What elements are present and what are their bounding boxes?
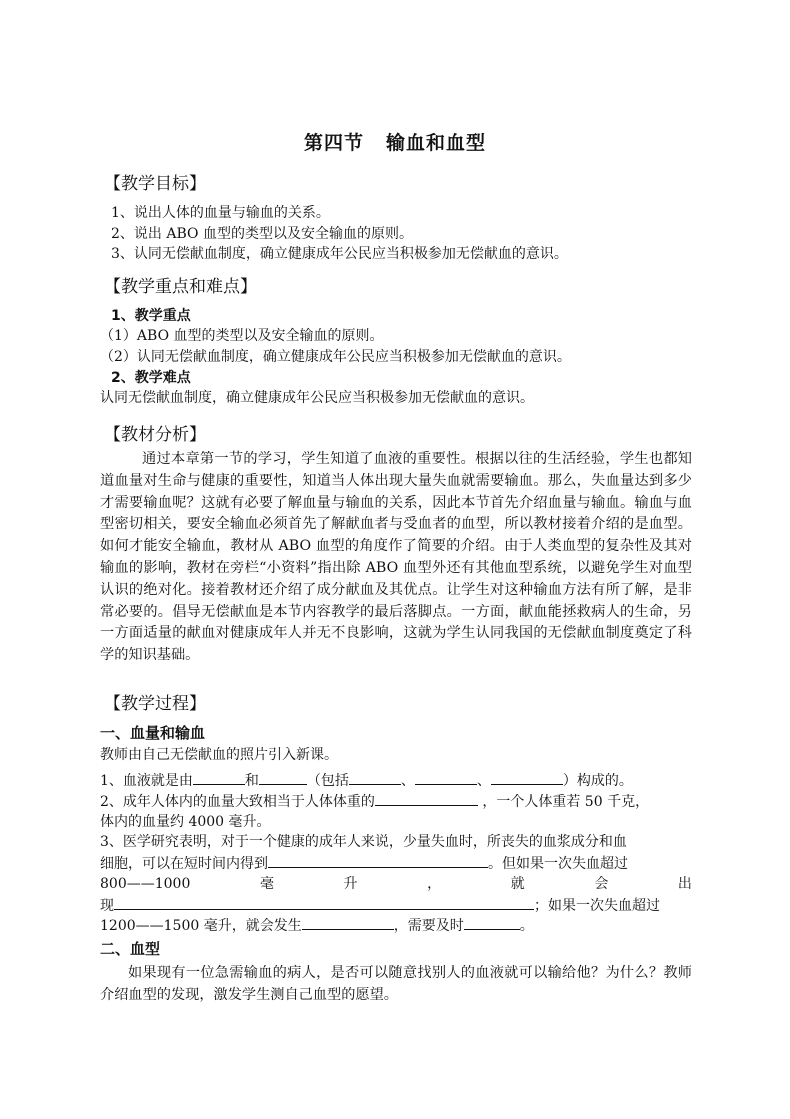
answer-blank[interactable] <box>349 770 401 785</box>
difficulty-text: 认同无偿献血制度，确立健康成年公民应当积极参加无偿献血的意识。 <box>100 390 534 406</box>
objective-item: 1、说出人体的血量与输血的关系。 <box>111 205 330 221</box>
part1-intro: 教师由自己无偿献血的照片引入新课。 <box>100 747 338 763</box>
question-2: 2、成年人体内的血量大致相当于人体体重的 ，一个人体重若 50 千克， <box>100 791 649 812</box>
answer-blank[interactable] <box>464 915 520 930</box>
objective-item: 2、说出 ABO 血型的类型以及安全输血的原则。 <box>111 226 413 242</box>
answer-blank[interactable] <box>415 770 477 785</box>
question-3-line5: 1200——1500 毫升，就会发生 ，需要及时 。 <box>100 915 534 936</box>
question-3-line4: 现 ；如果一次失血超过 <box>100 895 660 916</box>
title-topic: 输血和血型 <box>386 132 487 154</box>
difficulty-label: 2、教学难点 <box>111 370 191 386</box>
answer-blank[interactable] <box>302 915 394 930</box>
part1-title: 一、血量和输血 <box>100 724 206 742</box>
answer-blank[interactable] <box>193 770 245 785</box>
question-2-cont: 体内的血量约 4000 毫升。 <box>100 814 271 830</box>
objective-item: 3、认同无偿献血制度，确立健康成年公民应当积极参加无偿献血的意识。 <box>111 246 568 262</box>
answer-blank[interactable] <box>259 770 307 785</box>
answer-blank[interactable] <box>491 770 563 785</box>
process-heading: 【教学过程】 <box>104 694 206 714</box>
part2-paragraph: 如果现有一位急需输血的病人，是否可以随意找别人的血液就可以输给他？为什么？教师介绍血型的发现，激发学生测自己血型的愿望。 <box>100 965 692 1003</box>
answer-blank[interactable] <box>375 791 478 806</box>
focus-label: 1、教学重点 <box>111 308 191 324</box>
focus-item: （2）认同无偿献血制度，确立健康成年公民应当积极参加无偿献血的意识。 <box>100 349 571 365</box>
question-3-line3: 800——1000 毫 升 ， 就 会 出 <box>100 876 692 892</box>
focus-item: （1）ABO 血型的类型以及安全输血的原则。 <box>100 328 384 344</box>
analysis-paragraph: 通过本章第一节的学习，学生知道了血液的重要性。根据以往的生活经验，学生也都知道血量对生命与健康的重要性，知道当人体出现大量失血就需要输血。那么，失血量达到多少才需要输血呢？这就有必要了解血量与输血的关系，因此本节首先介绍血量与输血。输血与血型密切相关，要安全输血必须首先了解献血者与受血者的血型，所以教材接着介绍的是血型。如何才能安全输血，教材从 ABO 血型的角度作了简要的介绍。由于人类血型的复杂性及其对输血的影响，教材在旁栏“小资料”指出除 ABO 血型外还有其他血型系统，以避免学生对血型认识的绝对化。接着教材还介绍了成分献血及其优点。让学生对这种输血方法有所了解，是非常必要的。倡导无偿献血是本节内容教学的最后落脚点。一方面，献血能拯救病人的生命，另一方面适量的献血对健康成年人并无不良影响，这就为学生认同我国的无偿献血制度奠定了科学的知识基础。 <box>100 451 692 664</box>
answer-blank[interactable] <box>268 853 488 868</box>
question-3: 3、医学研究表明，对于一个健康的成年人来说，少量失血时，所丧失的血浆成分和血 <box>100 834 627 850</box>
page-title <box>0 128 790 155</box>
answer-blank[interactable] <box>114 895 534 910</box>
question-1: 1、血液就是由 和 （包括 、 、 ）构成的。 <box>100 770 633 791</box>
key-points-heading: 【教学重点和难点】 <box>104 277 257 297</box>
title-section-number: 第四节 <box>303 132 364 154</box>
part2-title: 二、血型 <box>100 940 161 958</box>
objectives-heading: 【教学目标】 <box>104 174 206 194</box>
analysis-heading: 【教材分析】 <box>104 425 206 445</box>
question-3-line2: 细胞，可以在短时间内得到 。但如果一次失血超过 <box>100 853 628 874</box>
